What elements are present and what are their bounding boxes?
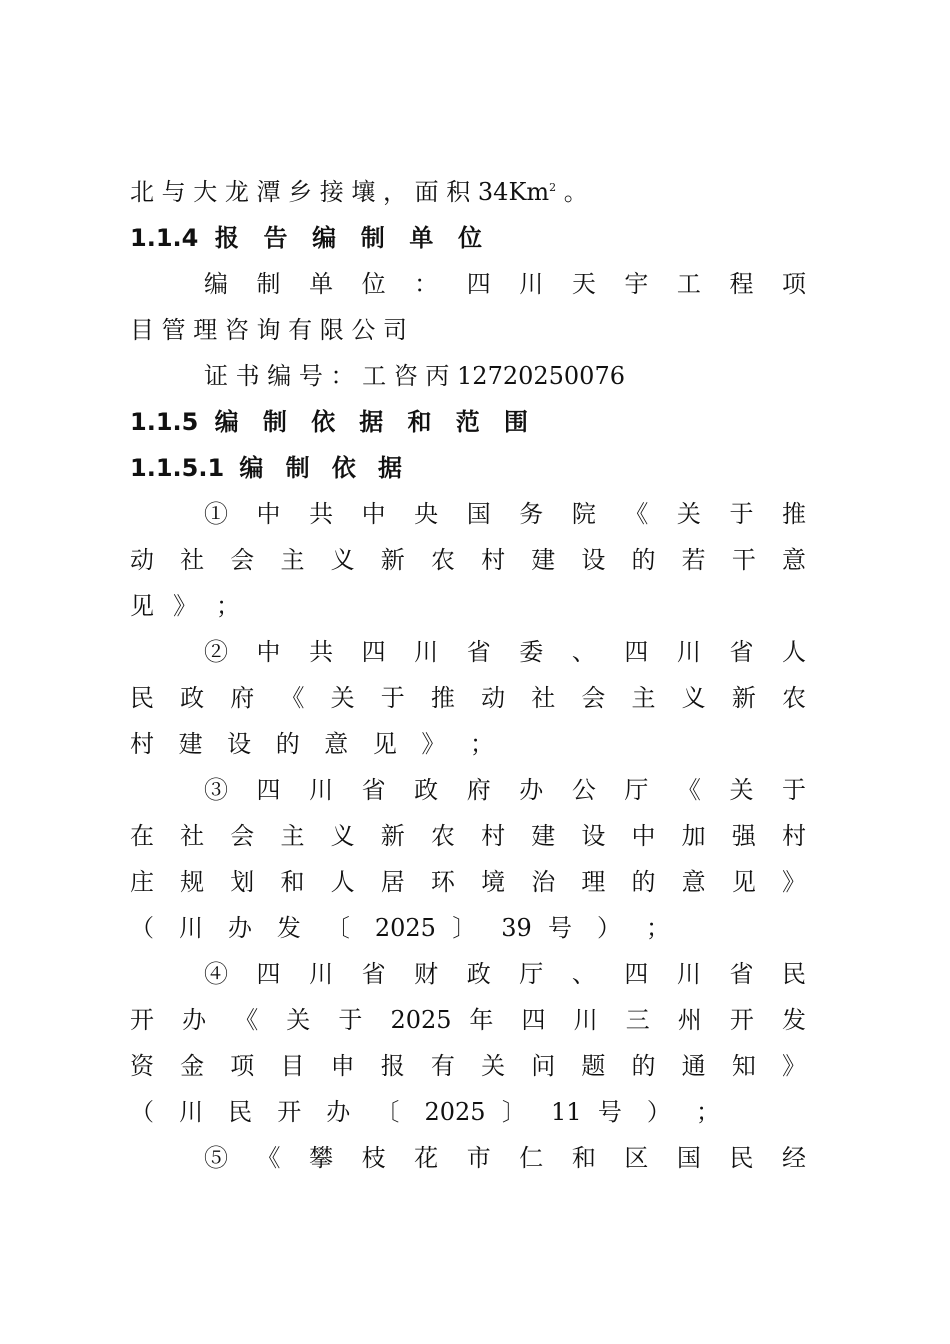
text-line: 编 制 单 位 ： 四 川 天 宇 工 程 项 (204, 270, 806, 298)
text-line-certificate: 证 书 编 号 ： 工 咨 丙 12720250076 (204, 362, 625, 390)
text-line: （ 川 办 发 〔 2025 〕 39 号 ） ； (130, 914, 670, 942)
superscript-2: 2 (549, 181, 557, 194)
heading-1-1-5: 1.1.5 编 制 依 据 和 范 围 (130, 408, 528, 436)
text-line: ④ 四 川 省 财 政 厅 、 四 川 省 民 (204, 960, 806, 988)
heading-1-1-4: 1.1.4 报 告 编 制 单 位 (130, 224, 482, 252)
text-line: （ 川 民 开 办 〔 2025 〕 11 号 ） ； (130, 1098, 720, 1126)
text-line: ⑤ 《 攀 枝 花 市 仁 和 区 国 民 经 (204, 1144, 806, 1172)
text-line: ① 中 共 中 央 国 务 院 《 关 于 推 (204, 500, 806, 528)
text-line: ② 中 共 四 川 省 委 、 四 川 省 人 (204, 638, 806, 666)
text-line: 村 建 设 的 意 见 》 ； (130, 730, 494, 758)
text-line: ③ 四 川 省 政 府 办 公 厅 《 关 于 (204, 776, 806, 804)
text-line: 资 金 项 目 申 报 有 关 问 题 的 通 知 》 (130, 1052, 806, 1080)
text-line: 庄 规 划 和 人 居 环 境 治 理 的 意 见 》 (130, 868, 806, 896)
text-line: 见 》 ； (130, 592, 240, 620)
text-line: 民 政 府 《 关 于 推 动 社 会 主 义 新 农 (130, 684, 806, 712)
text-line: 动 社 会 主 义 新 农 村 建 设 的 若 干 意 (130, 546, 806, 574)
text-line: 开 办 《 关 于 2025 年 四 川 三 州 开 发 (130, 1006, 806, 1034)
text-line-area: 北 与 大 龙 潭 乡 接 壤 ， 面 积 34Km$^2$ 。 (130, 178, 588, 206)
text-line: 在 社 会 主 义 新 农 村 建 设 中 加 强 村 (130, 822, 806, 850)
heading-1-1-5-1: 1.1.5.1 编 制 依 据 (130, 454, 402, 482)
text-line: 目 管 理 咨 询 有 限 公 司 (130, 316, 408, 344)
